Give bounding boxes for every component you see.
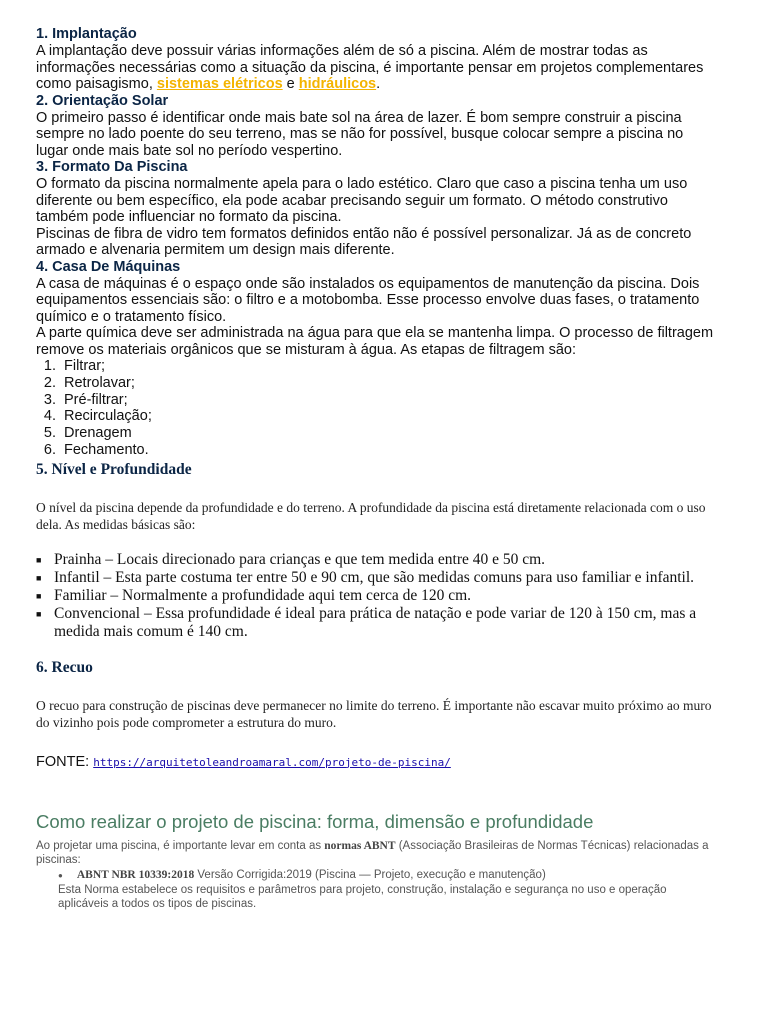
heading-formato-piscina: 3. Formato Da Piscina xyxy=(36,159,188,175)
bullet-icon: ● xyxy=(58,870,63,880)
paragraph-formato-2: Piscinas de fibra de vidro tem formatos definidos então não é possível personalizar. Já as de concreto armado e alvenaria permitem um design mais diferente. xyxy=(36,225,692,258)
paragraph-nivel-profundidade: O nível da piscina depende da profundidade e do terreno. A profundidade da piscina está diretamente relacionada com o uso dela. As medidas básicas são: xyxy=(36,499,706,532)
heading-recuo: 6. Recuo xyxy=(36,658,93,676)
filtration-steps-list xyxy=(36,358,716,459)
list-item: ■ Familiar – Normalmente a profundidade aqui tem cerca de 120 cm. xyxy=(36,586,472,604)
norm-item xyxy=(36,868,716,911)
paragraph-normas-intro: Ao projetar uma piscina, é importante levar em conta as normas ABNT (Associação Brasileiras de Normas Técnicas) relacionadas a piscinas: xyxy=(36,839,709,866)
link-hidraulicos[interactable]: hidráulicos xyxy=(298,76,377,92)
norm-title-line: ● ABNT NBR 10339:2018 Versão Corrigida:2019 (Piscina — Projeto, execução e manutenção) xyxy=(58,868,546,881)
paragraph-implantacao: A implantação deve possuir várias informações além de só a piscina. Além de mostrar todas as informações necessárias como a situação da piscina, é importante pensar em projetos complementares como paisagismo, sistemas elétricos e hidráulicos. xyxy=(36,43,704,92)
list-item: 5. Drenagem xyxy=(43,425,132,442)
heading-como-realizar: Como realizar o projeto de piscina: forma, dimensão e profundidade xyxy=(36,810,594,832)
paragraph-casa-maquinas-2: A parte química deve ser administrada na água para que ela se mantenha limpa. O processo de filtragem remove os materiais orgânicos que se misturam à água. As etapas de filtragem são: xyxy=(36,325,714,358)
depth-list xyxy=(36,551,716,641)
paragraph-formato-1: O formato da piscina normalmente apela para o lado estético. Claro que caso a piscina tenha um uso diferente ou bem específico, ela pode acabar precisando seguir um formato. O método construtivo também pode influenciar no formato da piscina. xyxy=(36,176,688,225)
link-sistemas-eletricos[interactable]: sistemas elétricos xyxy=(156,76,283,92)
paragraph-casa-maquinas-1: A casa de máquinas é o espaço onde são instalados os equipamentos de manutenção da piscina. Dois equipamentos essenciais são: o filtro e a motobomba. Esse processo envolve duas fases, o tratamento químico e o tratamento físico. xyxy=(36,275,700,325)
list-item: 6. Fechamento. xyxy=(43,441,149,458)
heading-orientacao-solar: 2. Orientação Solar xyxy=(36,92,169,109)
document-page xyxy=(36,26,716,911)
list-item: ■ Convencional – Essa profundidade é ideal para prática de natação e pode variar de 120 à 150 cm, mas a medida mais comum é 140 cm. xyxy=(36,604,697,640)
heading-casa-maquinas: 4. Casa De Máquinas xyxy=(36,258,181,275)
heading-nivel-profundidade: 5. Nível e Profundidade xyxy=(36,460,192,478)
list-item: ■ Prainha – Locais direcionado para crianças e que tem medida entre 40 e 50 cm. xyxy=(36,550,546,568)
source-label: FONTE: xyxy=(36,753,94,770)
list-item: 2. Retrolavar; xyxy=(43,374,135,391)
source-line xyxy=(36,753,716,771)
source-link[interactable]: https://arquitetoleandroamaral.com/projeto-de-piscina/ xyxy=(93,755,451,769)
list-item: ■ Infantil – Esta parte costuma ter entre 50 e 90 cm, que são medidas comuns para uso familiar e infantil. xyxy=(36,568,695,586)
heading-implantacao: 1. Implantação xyxy=(36,26,137,42)
paragraph-orientacao-solar: O primeiro passo é identificar onde mais bate sol na área de lazer. É bom sempre construir a piscina sempre no lado poente do seu terreno, mas se não for possível, busque colocar sempre a piscina no lugar onde mais bate sol no período vespertino. xyxy=(36,109,684,159)
norm-description: Esta Norma estabelece os requisitos e parâmetros para projeto, construção, instalação e segurança no uso e operação aplicáveis a todos os tipos de piscinas. xyxy=(58,883,667,910)
list-item: 1. Filtrar; xyxy=(43,358,106,374)
list-item: 4. Recirculação; xyxy=(43,408,152,425)
list-item: 3. Pré-filtrar; xyxy=(43,391,128,408)
paragraph-recuo: O recuo para construção de piscinas deve permanecer no limite do terreno. É importante não escavar muito próximo ao muro do vizinho pois pode comprometer a estrutura do muro. xyxy=(36,697,712,730)
